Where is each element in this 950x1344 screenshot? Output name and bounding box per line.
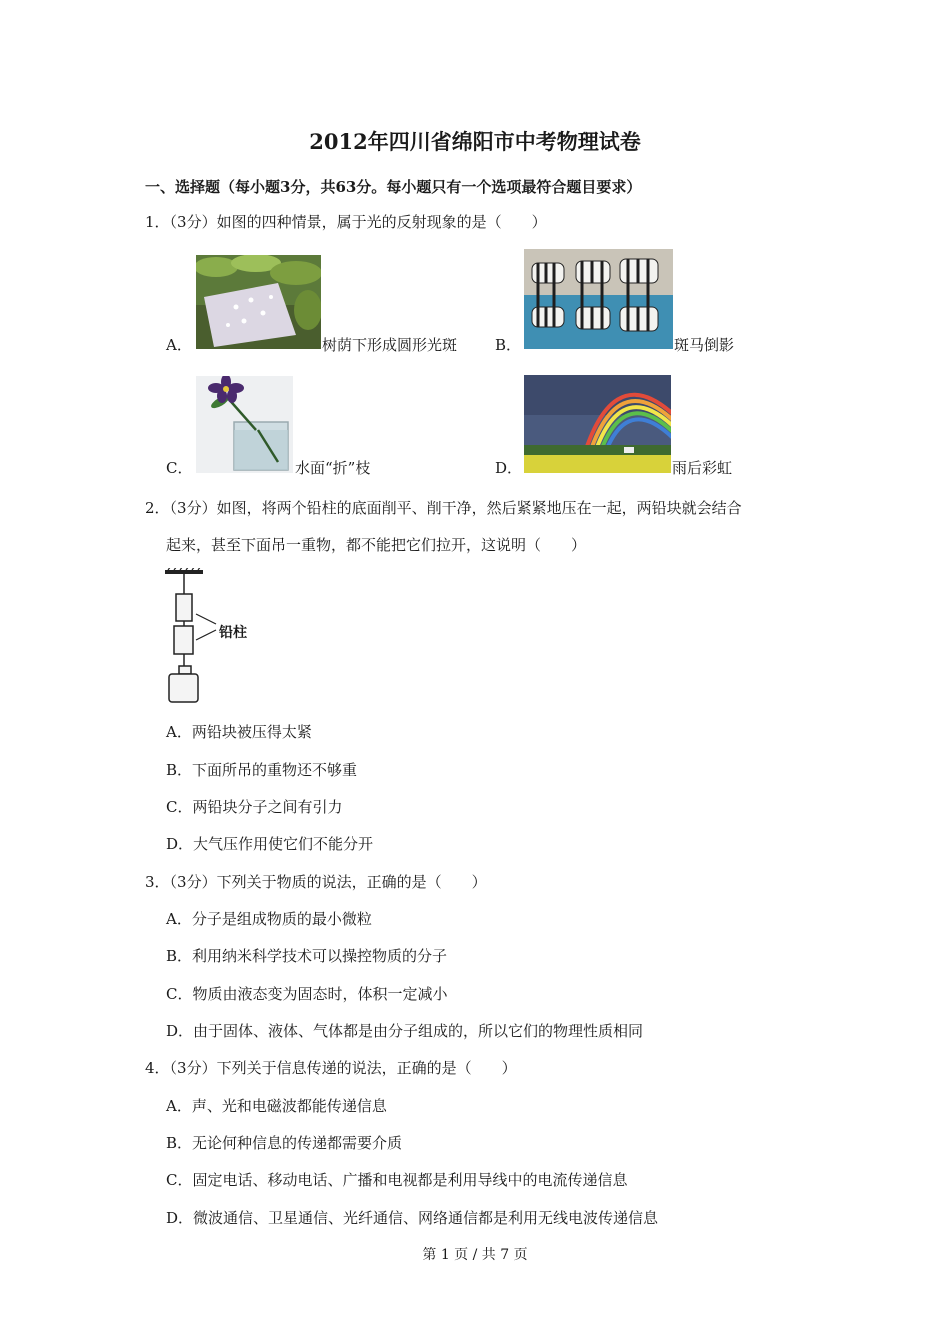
- q2-figure-label: 铅柱: [219, 625, 247, 641]
- q1-image-d-rainbow: [524, 375, 671, 473]
- section-heading: 一、选择题（每小题3分，共63分。每小题只有一个选项最符合题目要求）: [145, 178, 642, 196]
- q1-image-b-zebra-reflection: [524, 249, 673, 349]
- q1-option-b-caption: 斑马倒影: [674, 336, 735, 354]
- q1-option-a-letter: A．: [166, 336, 192, 354]
- q1-option-c-letter: C．: [166, 459, 193, 477]
- q2-option-d: D．大气压作用使它们不能分开: [166, 835, 374, 853]
- q4-option-c: C．固定电话、移动电话、广播和电视都是利用导线中的电流传递信息: [166, 1171, 628, 1189]
- q2-option-a: A．两铅块被压得太紧: [166, 723, 312, 741]
- page-title: 2012年四川省绵阳市中考物理试卷: [309, 129, 641, 154]
- page-footer: 第 1 页 / 共 7 页: [422, 1247, 528, 1263]
- q2-option-c: C．两铅块分子之间有引力: [166, 798, 343, 816]
- q3-option-a: A．分子是组成物质的最小微粒: [166, 910, 372, 928]
- q3-stem: 3．（3分）下列关于物质的说法，正确的是（ ）: [145, 873, 487, 891]
- q1-option-a-caption: 树荫下形成圆形光斑: [322, 336, 458, 354]
- q2-stem-line2: 起来，甚至下面吊一重物，都不能把它们拉开，这说明（ ）: [166, 536, 587, 554]
- q1-image-c-bent-stem: [196, 376, 293, 473]
- q4-option-d: D．微波通信、卫星通信、光纤通信、网络通信都是利用无线电波传递信息: [166, 1209, 659, 1227]
- q4-option-b: B．无论何种信息的传递都需要介质: [166, 1134, 403, 1152]
- q3-option-c: C．物质由液态变为固态时，体积一定减小: [166, 985, 448, 1003]
- q1-option-d-caption: 雨后彩虹: [672, 459, 733, 477]
- q1-image-a-light-spots: [196, 255, 321, 349]
- q1-option-d-letter: D．: [495, 459, 523, 477]
- q3-option-b: B．利用纳米科学技术可以操控物质的分子: [166, 947, 448, 965]
- q4-option-a: A．声、光和电磁波都能传递信息: [166, 1097, 387, 1115]
- q1-option-c-caption: 水面“折”枝: [295, 459, 371, 477]
- q4-stem: 4．（3分）下列关于信息传递的说法，正确的是（ ）: [145, 1059, 517, 1077]
- q1-option-b-letter: B．: [495, 336, 522, 354]
- q3-option-d: D．由于固体、液体、气体都是由分子组成的，所以它们的物理性质相同: [166, 1022, 644, 1040]
- q2-option-b: B．下面所吊的重物还不够重: [166, 761, 358, 779]
- q2-stem-line1: 2．（3分）如图，将两个铅柱的底面削平、削干净，然后紧紧地压在一起，两铅块就会结合: [145, 499, 742, 517]
- q1-stem: 1．（3分）如图的四种情景，属于光的反射现象的是（ ）: [145, 213, 547, 231]
